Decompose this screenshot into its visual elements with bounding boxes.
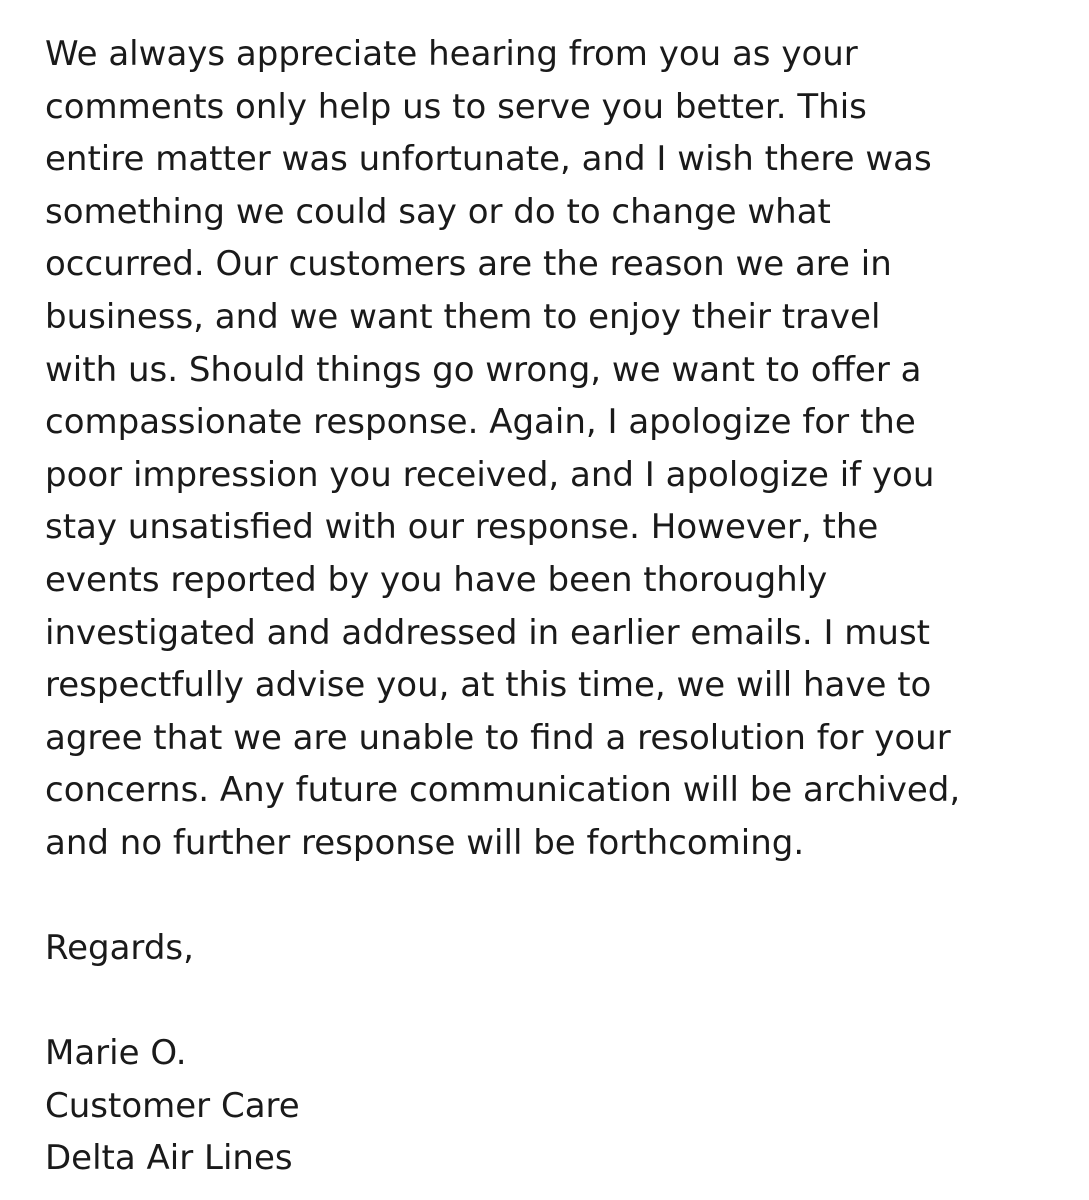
email-signature: [45, 1027, 1055, 1185]
signature-department: Customer Care: [45, 1085, 300, 1126]
paragraph-line: business, and we want them to enjoy their travel: [45, 296, 881, 337]
paragraph-line: entire matter was unfortunate, and I wish there was: [45, 139, 932, 180]
email-body: [45, 28, 1055, 1185]
paragraph-line: We always appreciate hearing from you as your: [45, 34, 858, 74]
paragraph-line: concerns. Any future communication will be archived,: [45, 770, 961, 811]
signature-name: Marie O.: [45, 1033, 187, 1074]
paragraph-line: with us. Should things go wrong, we want to offer a: [45, 349, 922, 390]
paragraph-line: comments only help us to serve you better. This: [45, 86, 867, 127]
signature-company: Delta Air Lines: [45, 1138, 293, 1179]
email-message-paragraph: [45, 28, 1055, 870]
paragraph-line: occurred. Our customers are the reason we are in: [45, 244, 892, 285]
paragraph-line: events reported by you have been thoroughly: [45, 559, 828, 600]
paragraph-line: investigated and addressed in earlier emails. I must: [45, 612, 931, 653]
paragraph-line: stay unsatisfied with our response. However, the: [45, 507, 879, 548]
email-closing: Regards,: [45, 928, 194, 969]
paragraph-line: and no further response will be forthcoming.: [45, 822, 805, 863]
paragraph-line: respectfully advise you, at this time, we will have to: [45, 665, 932, 706]
paragraph-line: agree that we are unable to find a resolution for your: [45, 717, 951, 758]
paragraph-line: poor impression you received, and I apologize if you: [45, 454, 935, 495]
paragraph-line: something we could say or do to change what: [45, 191, 831, 232]
paragraph-line: compassionate response. Again, I apologize for the: [45, 402, 916, 443]
